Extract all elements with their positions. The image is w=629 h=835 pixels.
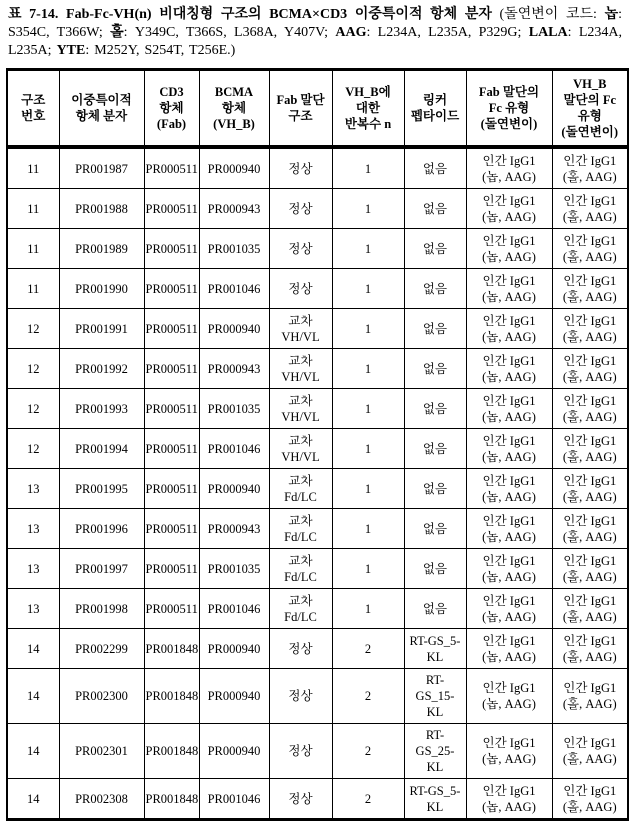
table-cell: PR001997 (59, 549, 144, 589)
table-row (7, 589, 628, 629)
table-cell: 인간 IgG1 (놉, AAG) (466, 509, 552, 549)
column-header: 링커 펩타이드 (404, 70, 466, 148)
table-cell: 인간 IgG1 (놉, AAG) (466, 629, 552, 669)
table-cell: 11 (7, 147, 59, 189)
column-header: Fab 말단 구조 (269, 70, 332, 148)
table-cell: 없음 (404, 269, 466, 309)
table-cell: PR000511 (144, 549, 199, 589)
table-cell: 인간 IgG1 (홀, AAG) (552, 724, 628, 779)
caption-segment: : M252Y, S254T, T256E.) (85, 43, 236, 58)
column-header: VH_B 말단의 Fc 유형 (돌연변이) (552, 70, 628, 148)
table-row (7, 669, 628, 724)
table-cell: 인간 IgG1 (홀, AAG) (552, 309, 628, 349)
table-cell: 12 (7, 349, 59, 389)
table-cell: PR001988 (59, 189, 144, 229)
table-cell: 없음 (404, 147, 466, 189)
table-body (7, 147, 628, 820)
table-row (7, 549, 628, 589)
table-cell: 1 (332, 429, 404, 469)
table-cell: PR000511 (144, 509, 199, 549)
table-cell: PR001998 (59, 589, 144, 629)
table-cell: PR001987 (59, 147, 144, 189)
caption-segment: : Y349C, T366S, L368A, Y407V; (123, 25, 336, 40)
table-cell: 인간 IgG1 (놉, AAG) (466, 349, 552, 389)
table-cell: PR000940 (199, 724, 269, 779)
table-cell: 인간 IgG1 (홀, AAG) (552, 629, 628, 669)
table-cell: 정상 (269, 189, 332, 229)
table-cell: PR002300 (59, 669, 144, 724)
table-cell: PR000943 (199, 189, 269, 229)
table-cell: 인간 IgG1 (놉, AAG) (466, 549, 552, 589)
table-cell: 교차 Fd/LC (269, 509, 332, 549)
table-cell: 13 (7, 509, 59, 549)
table-cell: PR000511 (144, 189, 199, 229)
table-cell: PR001989 (59, 229, 144, 269)
table-cell: 인간 IgG1 (홀, AAG) (552, 349, 628, 389)
table-cell: PR002301 (59, 724, 144, 779)
table-cell: 14 (7, 629, 59, 669)
table-cell: 13 (7, 589, 59, 629)
table-cell: 11 (7, 189, 59, 229)
table-cell: PR001035 (199, 549, 269, 589)
table-cell: 1 (332, 389, 404, 429)
table-cell: 12 (7, 429, 59, 469)
table-row (7, 429, 628, 469)
table-caption (8, 6, 622, 60)
table-cell: 2 (332, 629, 404, 669)
caption-segment: 놉 (604, 7, 619, 22)
caption-segment: : S354C, T366W; (8, 7, 622, 40)
table-cell: 2 (332, 669, 404, 724)
table-cell: PR002299 (59, 629, 144, 669)
table-cell: 인간 IgG1 (놉, AAG) (466, 779, 552, 820)
table-row (7, 779, 628, 820)
table-cell: RT- GS_15- KL (404, 669, 466, 724)
table-row (7, 509, 628, 549)
table-cell: 12 (7, 389, 59, 429)
table-cell: 인간 IgG1 (놉, AAG) (466, 229, 552, 269)
table-row (7, 469, 628, 509)
table-row (7, 724, 628, 779)
table-cell: 인간 IgG1 (홀, AAG) (552, 269, 628, 309)
table-cell: PR000511 (144, 429, 199, 469)
table-cell: PR001046 (199, 429, 269, 469)
table-cell: PR001995 (59, 469, 144, 509)
caption-segment: 표 7-14. Fab-Fc-VH(n) 비대칭형 구조의 BCMA×CD3 이중특이적 항체 분자 (8, 7, 492, 22)
table-cell: 인간 IgG1 (놉, AAG) (466, 429, 552, 469)
table-cell: 14 (7, 779, 59, 820)
table-row (7, 189, 628, 229)
table-cell: PR001992 (59, 349, 144, 389)
table-cell: 1 (332, 549, 404, 589)
table-cell: 인간 IgG1 (홀, AAG) (552, 389, 628, 429)
table-cell: RT- GS_25- KL (404, 724, 466, 779)
table-cell: 인간 IgG1 (홀, AAG) (552, 549, 628, 589)
table-cell: 교차 VH/VL (269, 309, 332, 349)
table-cell: 교차 Fd/LC (269, 589, 332, 629)
table-cell: PR001994 (59, 429, 144, 469)
table-cell: 1 (332, 509, 404, 549)
table-cell: 인간 IgG1 (놉, AAG) (466, 269, 552, 309)
table-cell: 없음 (404, 229, 466, 269)
table-row (7, 349, 628, 389)
table-cell: PR001035 (199, 389, 269, 429)
table-row (7, 389, 628, 429)
table-cell: 14 (7, 669, 59, 724)
column-header: BCMA 항체 (VH_B) (199, 70, 269, 148)
table-cell: PR001848 (144, 629, 199, 669)
table-row (7, 229, 628, 269)
table-row (7, 629, 628, 669)
table-cell: 정상 (269, 229, 332, 269)
table-cell: 12 (7, 309, 59, 349)
table-cell: PR002308 (59, 779, 144, 820)
table-cell: 없음 (404, 349, 466, 389)
table-cell: PR001990 (59, 269, 144, 309)
caption-segment: (돌연변이 코드: (491, 7, 605, 22)
table-cell: 14 (7, 724, 59, 779)
table-cell: PR001046 (199, 269, 269, 309)
table-cell: 정상 (269, 779, 332, 820)
table-cell: RT-GS_5- KL (404, 779, 466, 820)
table-cell: PR000511 (144, 229, 199, 269)
column-header: 구조 번호 (7, 70, 59, 148)
table-cell: PR000940 (199, 629, 269, 669)
table-cell: 인간 IgG1 (놉, AAG) (466, 724, 552, 779)
table-cell: PR001991 (59, 309, 144, 349)
table-cell: 없음 (404, 189, 466, 229)
table-cell: 인간 IgG1 (홀, AAG) (552, 589, 628, 629)
table-cell: 없음 (404, 589, 466, 629)
caption-segment: LALA (528, 25, 568, 40)
table-cell: RT-GS_5- KL (404, 629, 466, 669)
table-cell: PR000940 (199, 469, 269, 509)
caption-segment: : L234A, L235A, P329G; (366, 25, 529, 40)
table-cell: 없음 (404, 549, 466, 589)
table-cell: 인간 IgG1 (홀, AAG) (552, 429, 628, 469)
table-cell: 교차 VH/VL (269, 429, 332, 469)
column-header: Fab 말단의 Fc 유형 (돌연변이) (466, 70, 552, 148)
caption-segment: 홀 (110, 25, 124, 40)
table-cell: 1 (332, 269, 404, 309)
table-cell: 교차 Fd/LC (269, 469, 332, 509)
table-cell: 정상 (269, 724, 332, 779)
table-cell: 교차 VH/VL (269, 349, 332, 389)
table-cell: PR000511 (144, 309, 199, 349)
table-cell: 인간 IgG1 (놉, AAG) (466, 589, 552, 629)
table-cell: 1 (332, 589, 404, 629)
caption-segment: : L234A, L235A; (8, 25, 623, 58)
table-cell: PR001035 (199, 229, 269, 269)
caption-segment: YTE (56, 43, 86, 58)
table-cell: 인간 IgG1 (놉, AAG) (466, 147, 552, 189)
table-cell: 인간 IgG1 (홀, AAG) (552, 229, 628, 269)
table-cell: 인간 IgG1 (놉, AAG) (466, 669, 552, 724)
table-cell: PR000511 (144, 269, 199, 309)
table-cell: 인간 IgG1 (놉, AAG) (466, 189, 552, 229)
table-cell: 1 (332, 349, 404, 389)
table-cell: 13 (7, 549, 59, 589)
table-header (7, 70, 628, 148)
table-cell: 교차 Fd/LC (269, 549, 332, 589)
table-cell: PR001993 (59, 389, 144, 429)
table-cell: 인간 IgG1 (홀, AAG) (552, 669, 628, 724)
table-cell: 정상 (269, 147, 332, 189)
table-cell: 정상 (269, 629, 332, 669)
table-cell: PR000943 (199, 349, 269, 389)
table-cell: 인간 IgG1 (놉, AAG) (466, 309, 552, 349)
table-cell: 2 (332, 779, 404, 820)
table-cell: 2 (332, 724, 404, 779)
table-cell: 1 (332, 189, 404, 229)
caption-segment: AAG (335, 25, 367, 40)
table-row (7, 269, 628, 309)
table-cell: 인간 IgG1 (홀, AAG) (552, 779, 628, 820)
column-header: CD3 항체 (Fab) (144, 70, 199, 148)
table-cell: PR001996 (59, 509, 144, 549)
table-cell: 인간 IgG1 (홀, AAG) (552, 147, 628, 189)
table-row (7, 309, 628, 349)
table-cell: 없음 (404, 509, 466, 549)
table-cell: 11 (7, 229, 59, 269)
table-cell: PR001848 (144, 724, 199, 779)
table-cell: 1 (332, 147, 404, 189)
table-cell: 인간 IgG1 (홀, AAG) (552, 469, 628, 509)
table-cell: 1 (332, 309, 404, 349)
table-cell: PR000511 (144, 589, 199, 629)
table-cell: 인간 IgG1 (홀, AAG) (552, 189, 628, 229)
table-cell: 11 (7, 269, 59, 309)
table-cell: PR000511 (144, 349, 199, 389)
table-cell: PR000940 (199, 309, 269, 349)
table-cell: 없음 (404, 389, 466, 429)
table-cell: 정상 (269, 269, 332, 309)
table-cell: 없음 (404, 429, 466, 469)
table-cell: PR001046 (199, 589, 269, 629)
table-cell: 없음 (404, 469, 466, 509)
table-cell: 1 (332, 229, 404, 269)
table-cell: PR000511 (144, 389, 199, 429)
table-cell: PR000511 (144, 147, 199, 189)
table-cell: 없음 (404, 309, 466, 349)
table-cell: 1 (332, 469, 404, 509)
antibody-molecules-table (6, 68, 629, 821)
column-header: 이중특이적 항체 분자 (59, 70, 144, 148)
table-cell: PR000940 (199, 147, 269, 189)
table-row (7, 147, 628, 189)
table-cell: 교차 VH/VL (269, 389, 332, 429)
table-cell: PR000940 (199, 669, 269, 724)
table-cell: 인간 IgG1 (홀, AAG) (552, 509, 628, 549)
column-header: VH_B에 대한 반복수 n (332, 70, 404, 148)
table-cell: PR000943 (199, 509, 269, 549)
table-cell: 정상 (269, 669, 332, 724)
table-cell: PR001848 (144, 669, 199, 724)
table-cell: 인간 IgG1 (놉, AAG) (466, 389, 552, 429)
table-cell: 인간 IgG1 (놉, AAG) (466, 469, 552, 509)
table-cell: PR001848 (144, 779, 199, 820)
table-cell: PR000511 (144, 469, 199, 509)
table-cell: 13 (7, 469, 59, 509)
table-cell: PR001046 (199, 779, 269, 820)
header-row (7, 70, 628, 148)
